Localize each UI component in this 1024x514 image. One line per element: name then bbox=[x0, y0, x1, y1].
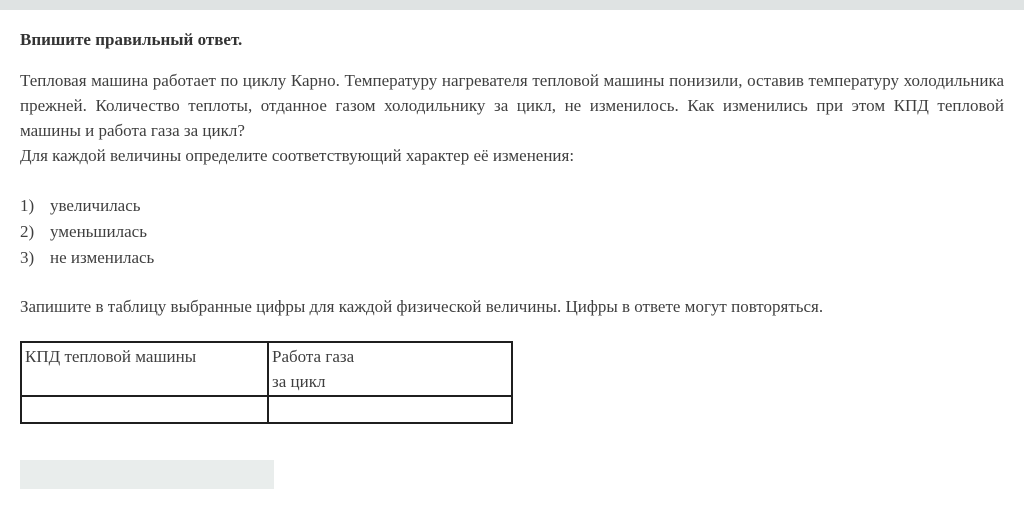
option-unchanged bbox=[20, 245, 1004, 271]
table-header-text: КПД тепловой машины bbox=[25, 347, 197, 366]
option-number: 2) bbox=[20, 222, 35, 241]
answer-input-box[interactable] bbox=[20, 460, 274, 489]
option-increased bbox=[20, 193, 1004, 219]
question-instruction: Для каждой величины определите соответствующий характер её изменения: bbox=[20, 146, 575, 165]
option-number: 3) bbox=[20, 248, 35, 267]
table-answer-row bbox=[21, 396, 512, 423]
question-text: Тепловая машина работает по циклу Карно. Температуру нагревателя тепловой машины понизили, оставив температуру холодильника прежней. Количество теплоты, отданное газом холодильнику за цикл, не изменилось. Как изменились при этом КПД тепловой машины и работа газа за цикл? bbox=[20, 71, 1004, 140]
table-fill-note: Запишите в таблицу выбранные цифры для каждой физической величины. Цифры в ответе могут повторяться. bbox=[20, 297, 824, 316]
page-title: Впишите правильный ответ. bbox=[20, 30, 243, 49]
option-label: увеличилась bbox=[50, 196, 141, 215]
answer-cell-kpd[interactable] bbox=[21, 396, 268, 423]
option-label: уменьшилась bbox=[50, 222, 147, 241]
answer-table bbox=[20, 341, 513, 424]
option-label: не изменилась bbox=[50, 248, 155, 267]
option-decreased bbox=[20, 219, 1004, 245]
options-list bbox=[20, 193, 1004, 271]
answer-cell-work[interactable] bbox=[268, 396, 512, 423]
question-page bbox=[0, 27, 1024, 424]
top-bar bbox=[0, 0, 1024, 10]
table-header-work bbox=[268, 342, 512, 396]
option-number: 1) bbox=[20, 196, 35, 215]
table-header-text-line1: Работа газа bbox=[272, 347, 355, 366]
table-header-row bbox=[21, 342, 512, 396]
table-header-text-line2: за цикл bbox=[272, 372, 326, 391]
table-header-kpd bbox=[21, 342, 268, 396]
